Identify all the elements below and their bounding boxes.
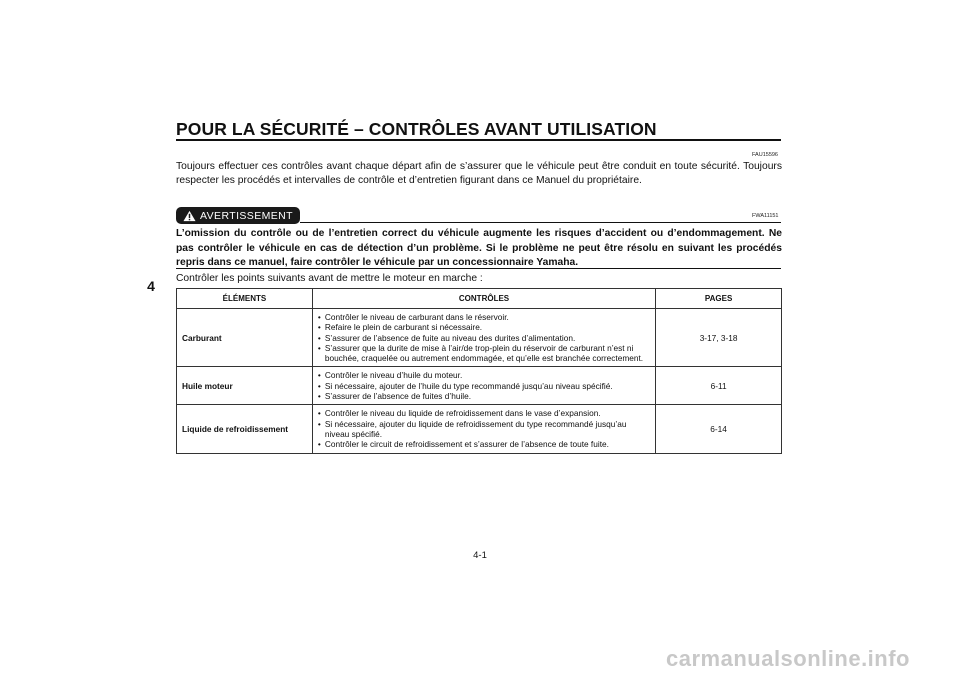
header-elements: ÉLÉMENTS (177, 289, 313, 309)
check-item: • Contrôler le niveau d’huile du moteur. (318, 370, 651, 380)
chapter-number: 4 (147, 278, 155, 294)
warning-rule (300, 222, 781, 223)
warning-badge (176, 207, 300, 224)
table-row (177, 405, 782, 453)
check-item: • Contrôler le niveau du liquide de refroidissement dans le vase d’expansion. (318, 408, 651, 418)
check-item: • Refaire le plein de carburant si nécessaire. (318, 322, 651, 332)
row-item: Carburant (177, 309, 313, 367)
row-pages: 3-17, 3-18 (656, 309, 782, 367)
warning-label: AVERTISSEMENT (200, 209, 293, 222)
row-item: Liquide de refroidissement (177, 405, 313, 453)
check-item: • S’assurer de l’absence de fuites d’huile. (318, 391, 651, 401)
row-checks (312, 367, 655, 405)
warning-triangle-icon (183, 210, 196, 222)
check-item: • Si nécessaire, ajouter du liquide de refroidissement du type recommandé jusqu’au niveau spécifié. (318, 419, 651, 440)
row-checks (312, 309, 655, 367)
page-title: POUR LA SÉCURITÉ – CONTRÔLES AVANT UTILISATION (176, 119, 657, 139)
table-intro: Contrôler les points suivants avant de mettre le moteur en marche : (176, 273, 483, 284)
row-pages: 6-11 (656, 367, 782, 405)
page-number: 4-1 (473, 550, 487, 561)
title-rule (176, 139, 781, 141)
checks-table (176, 288, 782, 454)
section-code: FAU15596 (752, 152, 778, 158)
table-row (177, 367, 782, 405)
warning-bottom-rule (176, 268, 781, 269)
table-header-row (177, 289, 782, 309)
warning-text: L’omission du contrôle ou de l’entretien correct du véhicule augmente les risques d’accident ou d’endommagement. Ne pas contrôler le véhicule en cas de détection d’un problème. Si le problème ne peut être résolu en suivant les procédés repris dans ce manuel, faire contrôler le véhicule par un concessionnaire Yamaha. (176, 228, 782, 268)
header-pages: PAGES (656, 289, 782, 309)
check-item: • Contrôler le circuit de refroidissement et s’assurer de l’absence de toute fuite. (318, 439, 651, 449)
watermark: carmanualsonline.info (666, 646, 910, 671)
warning-code: FWA11151 (752, 213, 779, 219)
check-item: • S’assurer de l’absence de fuite au niveau des durites d’alimentation. (318, 333, 651, 343)
check-item: • Si nécessaire, ajouter de l’huile du type recommandé jusqu’au niveau spécifié. (318, 381, 651, 391)
check-item: • S’assurer que la durite de mise à l’air/de trop-plein du réservoir de carburant n’est ni bouchée, craquelée ou autrement endommagée, et qu’elle est branchée correctement. (318, 343, 651, 364)
header-controls: CONTRÔLES (312, 289, 655, 309)
check-item: • Contrôler le niveau de carburant dans le réservoir. (318, 312, 651, 322)
intro-paragraph: Toujours effectuer ces contrôles avant chaque départ afin de s’assurer que le véhicule peut être conduit en toute sécurité. Toujours respecter les procédés et intervalles de contrôle et d’entretien figurant dans ce Manuel du propriétaire. (176, 161, 782, 186)
row-pages: 6-14 (656, 405, 782, 453)
table-row (177, 309, 782, 367)
row-checks (312, 405, 655, 453)
row-item: Huile moteur (177, 367, 313, 405)
